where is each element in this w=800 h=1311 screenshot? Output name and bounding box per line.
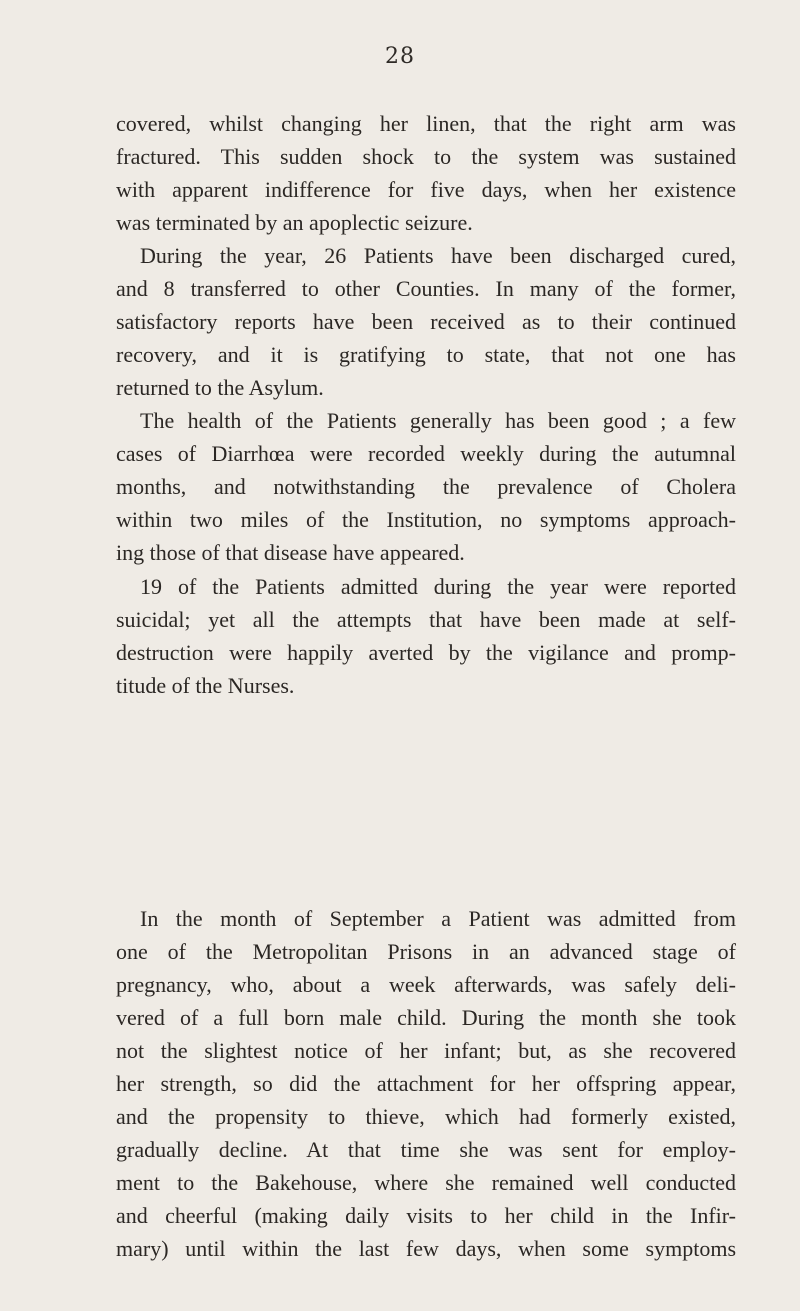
text-line: and cheerful (making daily visits to her child in the Infir-: [116, 1203, 736, 1228]
text-line: recovery, and it is gratifying to state, that not one has: [116, 342, 736, 367]
text-line: pregnancy, who, about a week afterwards, was safely deli-: [116, 972, 736, 997]
text-line: and 8 transferred to other Counties. In many of the former,: [116, 276, 736, 301]
text-line: The health of the Patients generally has been good ; a few: [140, 408, 736, 433]
paragraph-1: [116, 107, 736, 239]
paragraph-2: [116, 239, 736, 404]
paragraph-5: [116, 902, 736, 1265]
text-line: fractured. This sudden shock to the system was sustained: [116, 144, 736, 169]
text-line: 19 of the Patients admitted during the year were reported: [140, 574, 736, 599]
text-line: satisfactory reports have been received as to their continued: [116, 309, 736, 334]
text-line: covered, whilst changing her linen, that the right arm was: [116, 111, 736, 136]
text-line: and the propensity to thieve, which had formerly existed,: [116, 1104, 736, 1129]
paragraph-3: [116, 404, 736, 569]
text-line: was terminated by an apoplectic seizure.: [116, 210, 473, 235]
text-line: with apparent indifference for five days, when her existence: [116, 177, 736, 202]
text-line: suicidal; yet all the attempts that have been made at self-: [116, 607, 736, 632]
text-line: During the year, 26 Patients have been discharged cured,: [140, 243, 736, 268]
text-line: months, and notwithstanding the prevalence of Cholera: [116, 474, 736, 499]
paragraph-4: [116, 570, 736, 702]
page-number: 28: [385, 44, 415, 69]
text-line: her strength, so did the attachment for her offspring appear,: [116, 1071, 736, 1096]
text-line: ment to the Bakehouse, where she remained well conducted: [116, 1170, 736, 1195]
text-line: In the month of September a Patient was admitted from: [140, 906, 736, 931]
text-line: within two miles of the Institution, no symptoms approach-: [116, 507, 736, 532]
text-line: titude of the Nurses.: [116, 673, 295, 698]
text-line: ing those of that disease have appeared.: [116, 540, 465, 565]
text-line: not the slightest notice of her infant; but, as she recovered: [116, 1038, 736, 1063]
text-line: one of the Metropolitan Prisons in an advanced stage of: [116, 939, 736, 964]
text-line: gradually decline. At that time she was sent for employ-: [116, 1137, 736, 1162]
text-line: returned to the Asylum.: [116, 375, 324, 400]
text-line: mary) until within the last few days, when some symptoms: [116, 1236, 736, 1261]
text-line: destruction were happily averted by the vigilance and promp-: [116, 640, 736, 665]
text-line: cases of Diarrhœa were recorded weekly during the autumnal: [116, 441, 736, 466]
text-line: vered of a full born male child. During the month she took: [116, 1005, 736, 1030]
